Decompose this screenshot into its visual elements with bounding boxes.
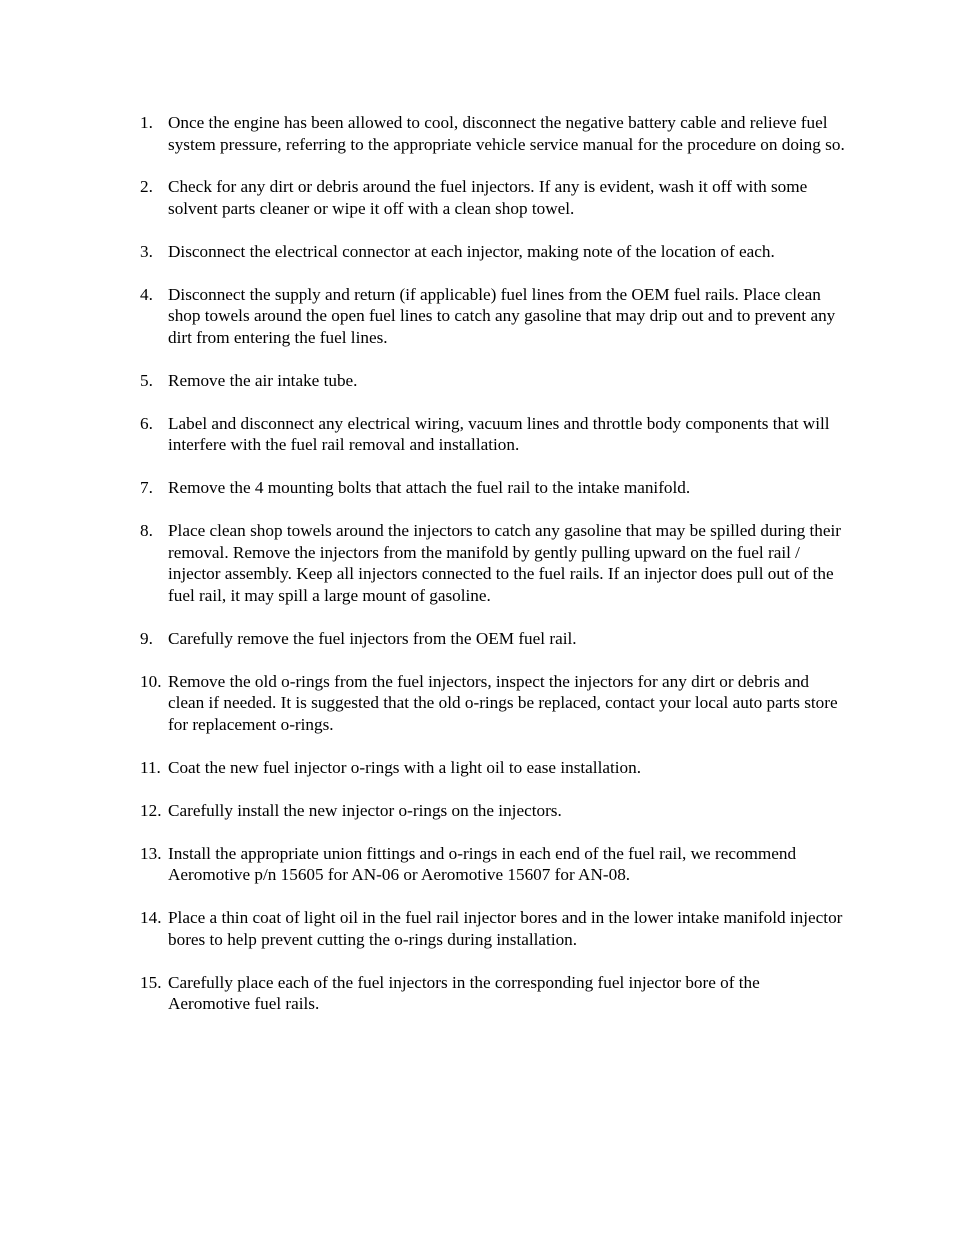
step-number: 11. — [140, 757, 161, 777]
step-number: 15. — [140, 972, 162, 992]
list-item — [140, 477, 845, 499]
list-item — [140, 907, 845, 950]
list-item — [140, 800, 845, 822]
step-text: Coat the new fuel injector o-rings with a light oil to ease installation. — [168, 757, 642, 777]
step-text: Disconnect the supply and return (if applicable) fuel lines from the OEM fuel rails. Place clean shop towels around the open fuel lines to catch any gasoline that may drip out and to prevent any dirt from entering the fuel lines. — [168, 284, 836, 348]
step-number: 9. — [140, 628, 153, 648]
step-number: 14. — [140, 908, 162, 928]
step-text: Label and disconnect any electrical wiring, vacuum lines and throttle body components that will interfere with the fuel rail removal and installation. — [168, 413, 830, 455]
step-number: 4. — [140, 284, 153, 304]
list-item — [140, 671, 845, 736]
step-text: Place clean shop towels around the injectors to catch any gasoline that may be spilled during their removal. Remove the injectors from the manifold by gently pulling upward on the fuel rail / injector assembly. Keep all injectors connected to the fuel rails. If an injector does pull out of the fuel rail, it may spill a large mount of gasoline. — [168, 521, 841, 605]
step-text: Carefully install the new injector o-rings on the injectors. — [168, 800, 562, 820]
instruction-list — [140, 112, 845, 1036]
step-text: Carefully remove the fuel injectors from the OEM fuel rail. — [168, 628, 577, 648]
list-item — [140, 843, 845, 886]
step-number: 7. — [140, 478, 153, 498]
step-text: Disconnect the electrical connector at each injector, making note of the location of each. — [168, 241, 775, 261]
step-number: 13. — [140, 843, 162, 863]
list-item — [140, 413, 845, 456]
step-number: 1. — [140, 113, 153, 132]
step-text: Remove the 4 mounting bolts that attach the fuel rail to the intake manifold. — [168, 478, 691, 498]
step-number: 12. — [140, 800, 162, 820]
step-text: Place a thin coat of light oil in the fuel rail injector bores and in the lower intake manifold injector bores to help prevent cutting the o-rings during installation. — [168, 908, 843, 949]
list-item — [140, 757, 845, 779]
step-number: 8. — [140, 521, 153, 541]
step-text: Remove the air intake tube. — [168, 370, 358, 390]
list-item — [140, 284, 845, 349]
step-number: 5. — [140, 370, 153, 390]
step-text: Remove the old o-rings from the fuel injectors, inspect the injectors for any dirt or debris and clean if needed. It is suggested that the old o-rings be replaced, contact your local auto parts store for replacement o-rings. — [168, 671, 838, 734]
step-text: Install the appropriate union fittings and o-rings in each end of the fuel rail, we recommend Aeromotive p/n 15605 for AN-06 or Aeromotive 15607 for AN-08. — [168, 843, 797, 885]
step-number: 10. — [140, 671, 162, 691]
list-item — [140, 628, 845, 650]
step-text: Check for any dirt or debris around the fuel injectors. If any is evident, wash it off with some solvent parts cleaner or wipe it off with a clean shop towel. — [168, 177, 808, 219]
step-text: Once the engine has been allowed to cool, disconnect the negative battery cable and relieve fuel system pressure, referring to the appropriate vehicle service manual for the procedure on doing so. — [168, 113, 845, 154]
list-item — [140, 112, 845, 155]
list-item — [140, 241, 845, 263]
step-text: Carefully place each of the fuel injectors in the corresponding fuel injector bore of the Aeromotive fuel rails. — [168, 972, 760, 1014]
list-item — [140, 370, 845, 392]
step-number: 6. — [140, 413, 153, 433]
step-number: 3. — [140, 241, 153, 261]
list-item — [140, 520, 845, 606]
step-number: 2. — [140, 177, 153, 197]
list-item — [140, 972, 845, 1015]
list-item — [140, 176, 845, 219]
